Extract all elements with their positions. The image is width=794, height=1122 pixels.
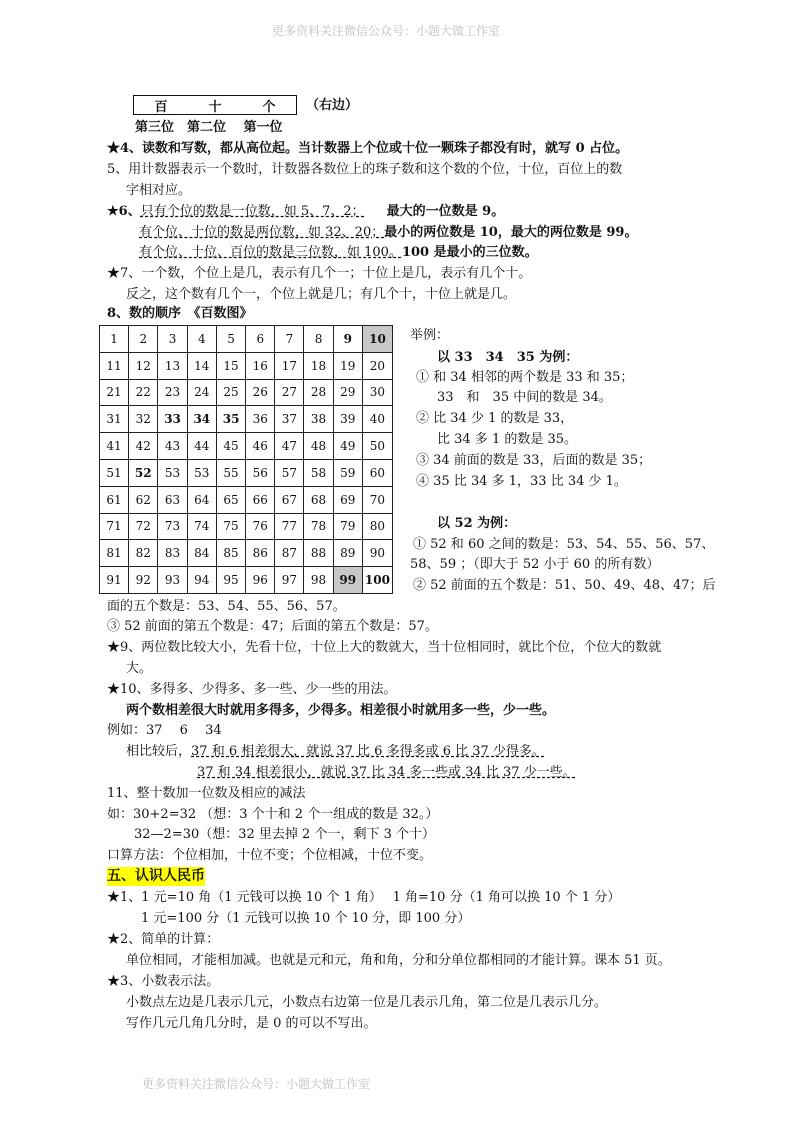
hundred-chart-cell: 91 (100, 567, 129, 594)
point-9-line1: ★9、两位数比较大小，先看十位，十位上大的数就大，当十位相同时，就比个位，个位大的数就 (107, 640, 662, 655)
example-33-item2: ② 比 34 少 1 的数是 33， (416, 411, 574, 426)
hundred-chart (99, 325, 393, 594)
hundred-chart-cell: 68 (304, 486, 333, 513)
place-right-label: （右边） (306, 98, 359, 113)
point-5-line2: 字相对应。 (126, 183, 192, 198)
hundred-chart-cell: 25 (216, 379, 245, 406)
hundred-chart-cell: 51 (100, 459, 129, 486)
hundred-chart-cell: 96 (246, 567, 275, 594)
money-2-text: 单位相同，才能相加减。也就是元和元，角和角，分和分单位都相同的才能计算。课本 51 页。 (126, 953, 671, 968)
hundred-chart-cell: 2 (129, 326, 158, 353)
place-hundreds: 百 (154, 99, 168, 115)
hundred-chart-cell: 14 (187, 352, 216, 379)
hundred-chart-cell: 35 (216, 406, 245, 433)
hundred-chart-cell: 53 (187, 459, 216, 486)
point-6-star: ★6、 (107, 204, 141, 219)
example-33-title: 以 33 34 35 为例： (437, 350, 579, 365)
hundred-chart-cell: 76 (246, 513, 275, 540)
hundred-chart-cell: 66 (246, 486, 275, 513)
point-11-title: 11、整十数加一位数及相应的减法 (107, 786, 306, 801)
hundred-chart-cell: 30 (362, 379, 392, 406)
hundred-chart-cell: 5 (216, 326, 245, 353)
hundred-chart-cell: 58 (304, 459, 333, 486)
hundred-chart-cell: 93 (158, 567, 187, 594)
hundred-chart-row (100, 513, 393, 540)
hundred-chart-cell: 40 (362, 406, 392, 433)
hundred-chart-cell: 74 (187, 513, 216, 540)
watermark-top: 更多资料关注微信公众号：小题大做工作室 (272, 24, 501, 38)
hundred-chart-row (100, 567, 393, 594)
point-10-compare-text2: 37 和 34 相差很小，就说 37 比 34 多一些或 34 比 37 少一些。 (197, 765, 576, 780)
hundred-chart-cell: 24 (187, 379, 216, 406)
hundred-chart-cell: 50 (362, 433, 392, 460)
hundred-chart-cell: 11 (100, 352, 129, 379)
example-label: 举例： (410, 328, 450, 343)
hundred-chart-cell: 38 (304, 406, 333, 433)
hundred-chart-row (100, 433, 393, 460)
hundred-chart-cell: 82 (129, 540, 158, 567)
hundred-chart-cell: 60 (362, 459, 392, 486)
hundred-chart-cell: 75 (216, 513, 245, 540)
hundred-chart-cell: 56 (246, 459, 275, 486)
hundred-chart-cell: 29 (333, 379, 362, 406)
money-1-line1: ★1、1 元=10 角（1 元钱可以换 10 个 1 角） 1 角=10 分（1 角可以换 10 个 1 分） (107, 890, 621, 905)
hundred-chart-row (100, 459, 393, 486)
hundred-chart-cell: 67 (275, 486, 304, 513)
hundred-chart-cell: 15 (216, 352, 245, 379)
hundred-chart-cell: 22 (129, 379, 158, 406)
hundred-chart-cell: 97 (275, 567, 304, 594)
hundred-chart-cell: 69 (333, 486, 362, 513)
section-5-heading: 五、认识人民币 (107, 868, 205, 884)
money-3-title: ★3、小数表示法。 (107, 974, 220, 989)
hundred-chart-cell: 26 (246, 379, 275, 406)
hundred-chart-cell: 86 (246, 540, 275, 567)
point-5-line1: 5、用计数器表示一个数时，计数器各数位上的珠子数和这个数的个位，十位，百位上的数 (107, 162, 623, 177)
example-33-item1b: 33 和 35 中间的数是 34。 (437, 390, 612, 405)
hundred-chart-cell: 48 (304, 433, 333, 460)
hundred-chart-cell: 28 (304, 379, 333, 406)
hundred-chart-cell: 95 (216, 567, 245, 594)
place-ones: 个 (262, 99, 276, 115)
hundred-chart-row (100, 326, 393, 353)
hundred-chart-cell: 55 (216, 459, 245, 486)
example-33-item4: ④ 35 比 34 多 1，33 比 34 少 1。 (416, 474, 627, 489)
hundred-chart-cell: 59 (333, 459, 362, 486)
point-10-compare-text1: 37 和 6 相差很大，就说 37 比 6 多得多或 6 比 37 少得多。 (191, 744, 545, 759)
hundred-chart-cell: 71 (100, 513, 129, 540)
point-10-compare1 (126, 743, 545, 760)
hundred-chart-cell: 61 (100, 486, 129, 513)
point-10-compare2 (197, 764, 576, 781)
example-33-item3: ③ 34 前面的数是 33，后面的数是 35； (416, 453, 652, 468)
hundred-chart-cell: 3 (158, 326, 187, 353)
example-52-title: 以 52 为例： (437, 516, 517, 531)
hundred-chart-cell: 34 (187, 406, 216, 433)
example-33-item1: ① 和 34 相邻的两个数是 33 和 35； (416, 370, 634, 385)
hundred-chart-cell: 49 (333, 433, 362, 460)
hundred-chart-cell: 77 (275, 513, 304, 540)
point-8-title: 8、数的顺序 《百数图》 (107, 306, 253, 321)
point-7-line2: 反之，这个数有几个一，个位上就是几；有几个十，十位上就是几。 (126, 287, 517, 302)
hundred-chart-cell: 92 (129, 567, 158, 594)
hundred-chart-cell: 81 (100, 540, 129, 567)
hundred-chart-cell: 47 (275, 433, 304, 460)
hundred-chart-cell: 80 (362, 513, 392, 540)
point-7-line1: ★7、一个数，个位上是几，表示有几个一；十位上是几，表示有几个十。 (107, 266, 532, 281)
hundred-chart-cell: 12 (129, 352, 158, 379)
money-3-text2: 写作几元几角几分时，是 0 的可以不写出。 (126, 1016, 377, 1031)
place-positions: 第三位 第二位 第一位 (135, 120, 283, 135)
hundred-chart-cell: 32 (129, 406, 158, 433)
point-6-def3: 有个位、十位、百位的数是三位数，如 100。 (139, 245, 402, 260)
hundred-chart-cell: 99 (333, 567, 362, 594)
hundred-chart-cell: 84 (187, 540, 216, 567)
hundred-chart-cell: 87 (275, 540, 304, 567)
hundred-chart-cell: 62 (129, 486, 158, 513)
hundred-chart-cell: 18 (304, 352, 333, 379)
hundred-chart-cell: 45 (216, 433, 245, 460)
hundred-chart-cell: 36 (246, 406, 275, 433)
hundred-chart-cell: 83 (158, 540, 187, 567)
point-11-sub: 32—2=30（想：32 里去掉 2 个一，剩下 3 个十） (134, 827, 435, 842)
hundred-chart-cell: 16 (246, 352, 275, 379)
hundred-chart-cell: 100 (362, 567, 392, 594)
point-6-def2: 有个位、十位的数是两位数，如 32、20； (139, 225, 385, 240)
hundred-chart-cell: 88 (304, 540, 333, 567)
hundred-chart-cell: 19 (333, 352, 362, 379)
money-1-line2: 1 元=100 分（1 元钱可以换 10 个 10 分，即 100 分） (141, 911, 471, 926)
hundred-chart-cell: 10 (362, 326, 392, 353)
hundred-chart-row (100, 406, 393, 433)
point-6-line3 (139, 244, 538, 261)
hundred-chart-cell: 79 (333, 513, 362, 540)
example-52-item1: ① 52 和 60 之间的数是：53、54、55、56、57、 (413, 537, 715, 552)
money-3-text1: 小数点左边是几表示几元，小数点右边第一位是几表示几角，第二位是几表示几分。 (126, 995, 608, 1010)
hundred-chart-cell: 46 (246, 433, 275, 460)
hundred-chart-cell: 7 (275, 326, 304, 353)
point-10: ★10、多得多、少得多、多一些、少一些的用法。 (107, 682, 397, 697)
hundred-chart-cell: 98 (304, 567, 333, 594)
hundred-chart-row (100, 540, 393, 567)
hundred-chart-cell: 27 (275, 379, 304, 406)
point-6-max1: 最大的一位数是 9。 (386, 204, 505, 219)
example-52-item2b: 面的五个数是：53、54、55、56、57。 (107, 599, 346, 614)
point-9-line2: 大。 (126, 661, 153, 676)
hundred-chart-cell: 78 (304, 513, 333, 540)
hundred-chart-cell: 33 (158, 406, 187, 433)
hundred-chart-cell: 65 (216, 486, 245, 513)
hundred-chart-cell: 23 (158, 379, 187, 406)
hundred-chart-cell: 85 (216, 540, 245, 567)
point-4: ★4、读数和写数，都从高位起。当计数器上个位或十位一颗珠子都没有时，就写 0 占位。 (107, 141, 629, 156)
hundred-chart-row (100, 379, 393, 406)
point-10-compare-prefix: 相比较后， (126, 744, 192, 759)
hundred-chart-cell: 94 (187, 567, 216, 594)
hundred-chart-cell: 17 (275, 352, 304, 379)
hundred-chart-cell: 64 (187, 486, 216, 513)
hundred-chart-cell: 63 (158, 486, 187, 513)
point-6-line2 (139, 224, 637, 241)
hundred-chart-cell: 52 (129, 459, 158, 486)
point-6-minmax2: 最小的两位数是 10，最大的两位数是 99。 (384, 225, 638, 240)
hundred-chart-cell: 13 (158, 352, 187, 379)
hundred-chart-cell: 44 (187, 433, 216, 460)
hundred-chart-cell: 72 (129, 513, 158, 540)
hundred-chart-row (100, 486, 393, 513)
point-11-method: 口算方法：个位相加，十位不变；个位相减，十位不变。 (107, 848, 433, 863)
point-6-min3: 100 是最小的三位数。 (401, 245, 538, 260)
hundred-chart-cell: 90 (362, 540, 392, 567)
hundred-chart-cell: 70 (362, 486, 392, 513)
point-11-add: 如：30+2=32 （想：3 个十和 2 个一组成的数是 32。） (107, 807, 439, 822)
hundred-chart-cell: 21 (100, 379, 129, 406)
hundred-chart-cell: 73 (158, 513, 187, 540)
hundred-chart-cell: 20 (362, 352, 392, 379)
point-6-line1 (107, 203, 504, 220)
watermark-bottom: 更多资料关注微信公众号：小题大做工作室 (142, 1077, 371, 1091)
place-tens: 十 (208, 99, 222, 115)
hundred-chart-cell: 1 (100, 326, 129, 353)
hundred-chart-cell: 57 (275, 459, 304, 486)
example-52-item3: ③ 52 前面的第五个数是：47；后面的第五个数是：57。 (107, 619, 438, 634)
hundred-chart-cell: 37 (275, 406, 304, 433)
hundred-chart-cell: 53 (158, 459, 187, 486)
hundred-chart-cell: 39 (333, 406, 362, 433)
point-10-rule: 两个数相差很大时就用多得多，少得多。相差很小时就用多一些，少一些。 (126, 703, 556, 718)
hundred-chart-cell: 9 (333, 326, 362, 353)
hundred-chart-cell: 31 (100, 406, 129, 433)
hundred-chart-cell: 42 (129, 433, 158, 460)
hundred-chart-cell: 41 (100, 433, 129, 460)
hundred-chart-cell: 4 (187, 326, 216, 353)
example-52-item2: ② 52 前面的五个数是：51、50、49、48、47；后 (413, 578, 716, 593)
hundred-chart-cell: 8 (304, 326, 333, 353)
hundred-chart-cell: 89 (333, 540, 362, 567)
point-6-def1: 只有个位的数是一位数，如 5、7、2； (140, 204, 365, 219)
hundred-chart-cell: 43 (158, 433, 187, 460)
example-33-item2b: 比 34 多 1 的数是 35。 (437, 432, 578, 447)
hundred-chart-cell: 6 (246, 326, 275, 353)
point-10-example: 例如：37 6 34 (107, 723, 222, 738)
example-52-item1b: 58、59 ；（即大于 52 小于 60 的所有数） (410, 557, 660, 572)
hundred-chart-row (100, 352, 393, 379)
place-value-box (133, 95, 297, 115)
money-2-title: ★2、简单的计算： (107, 932, 220, 947)
